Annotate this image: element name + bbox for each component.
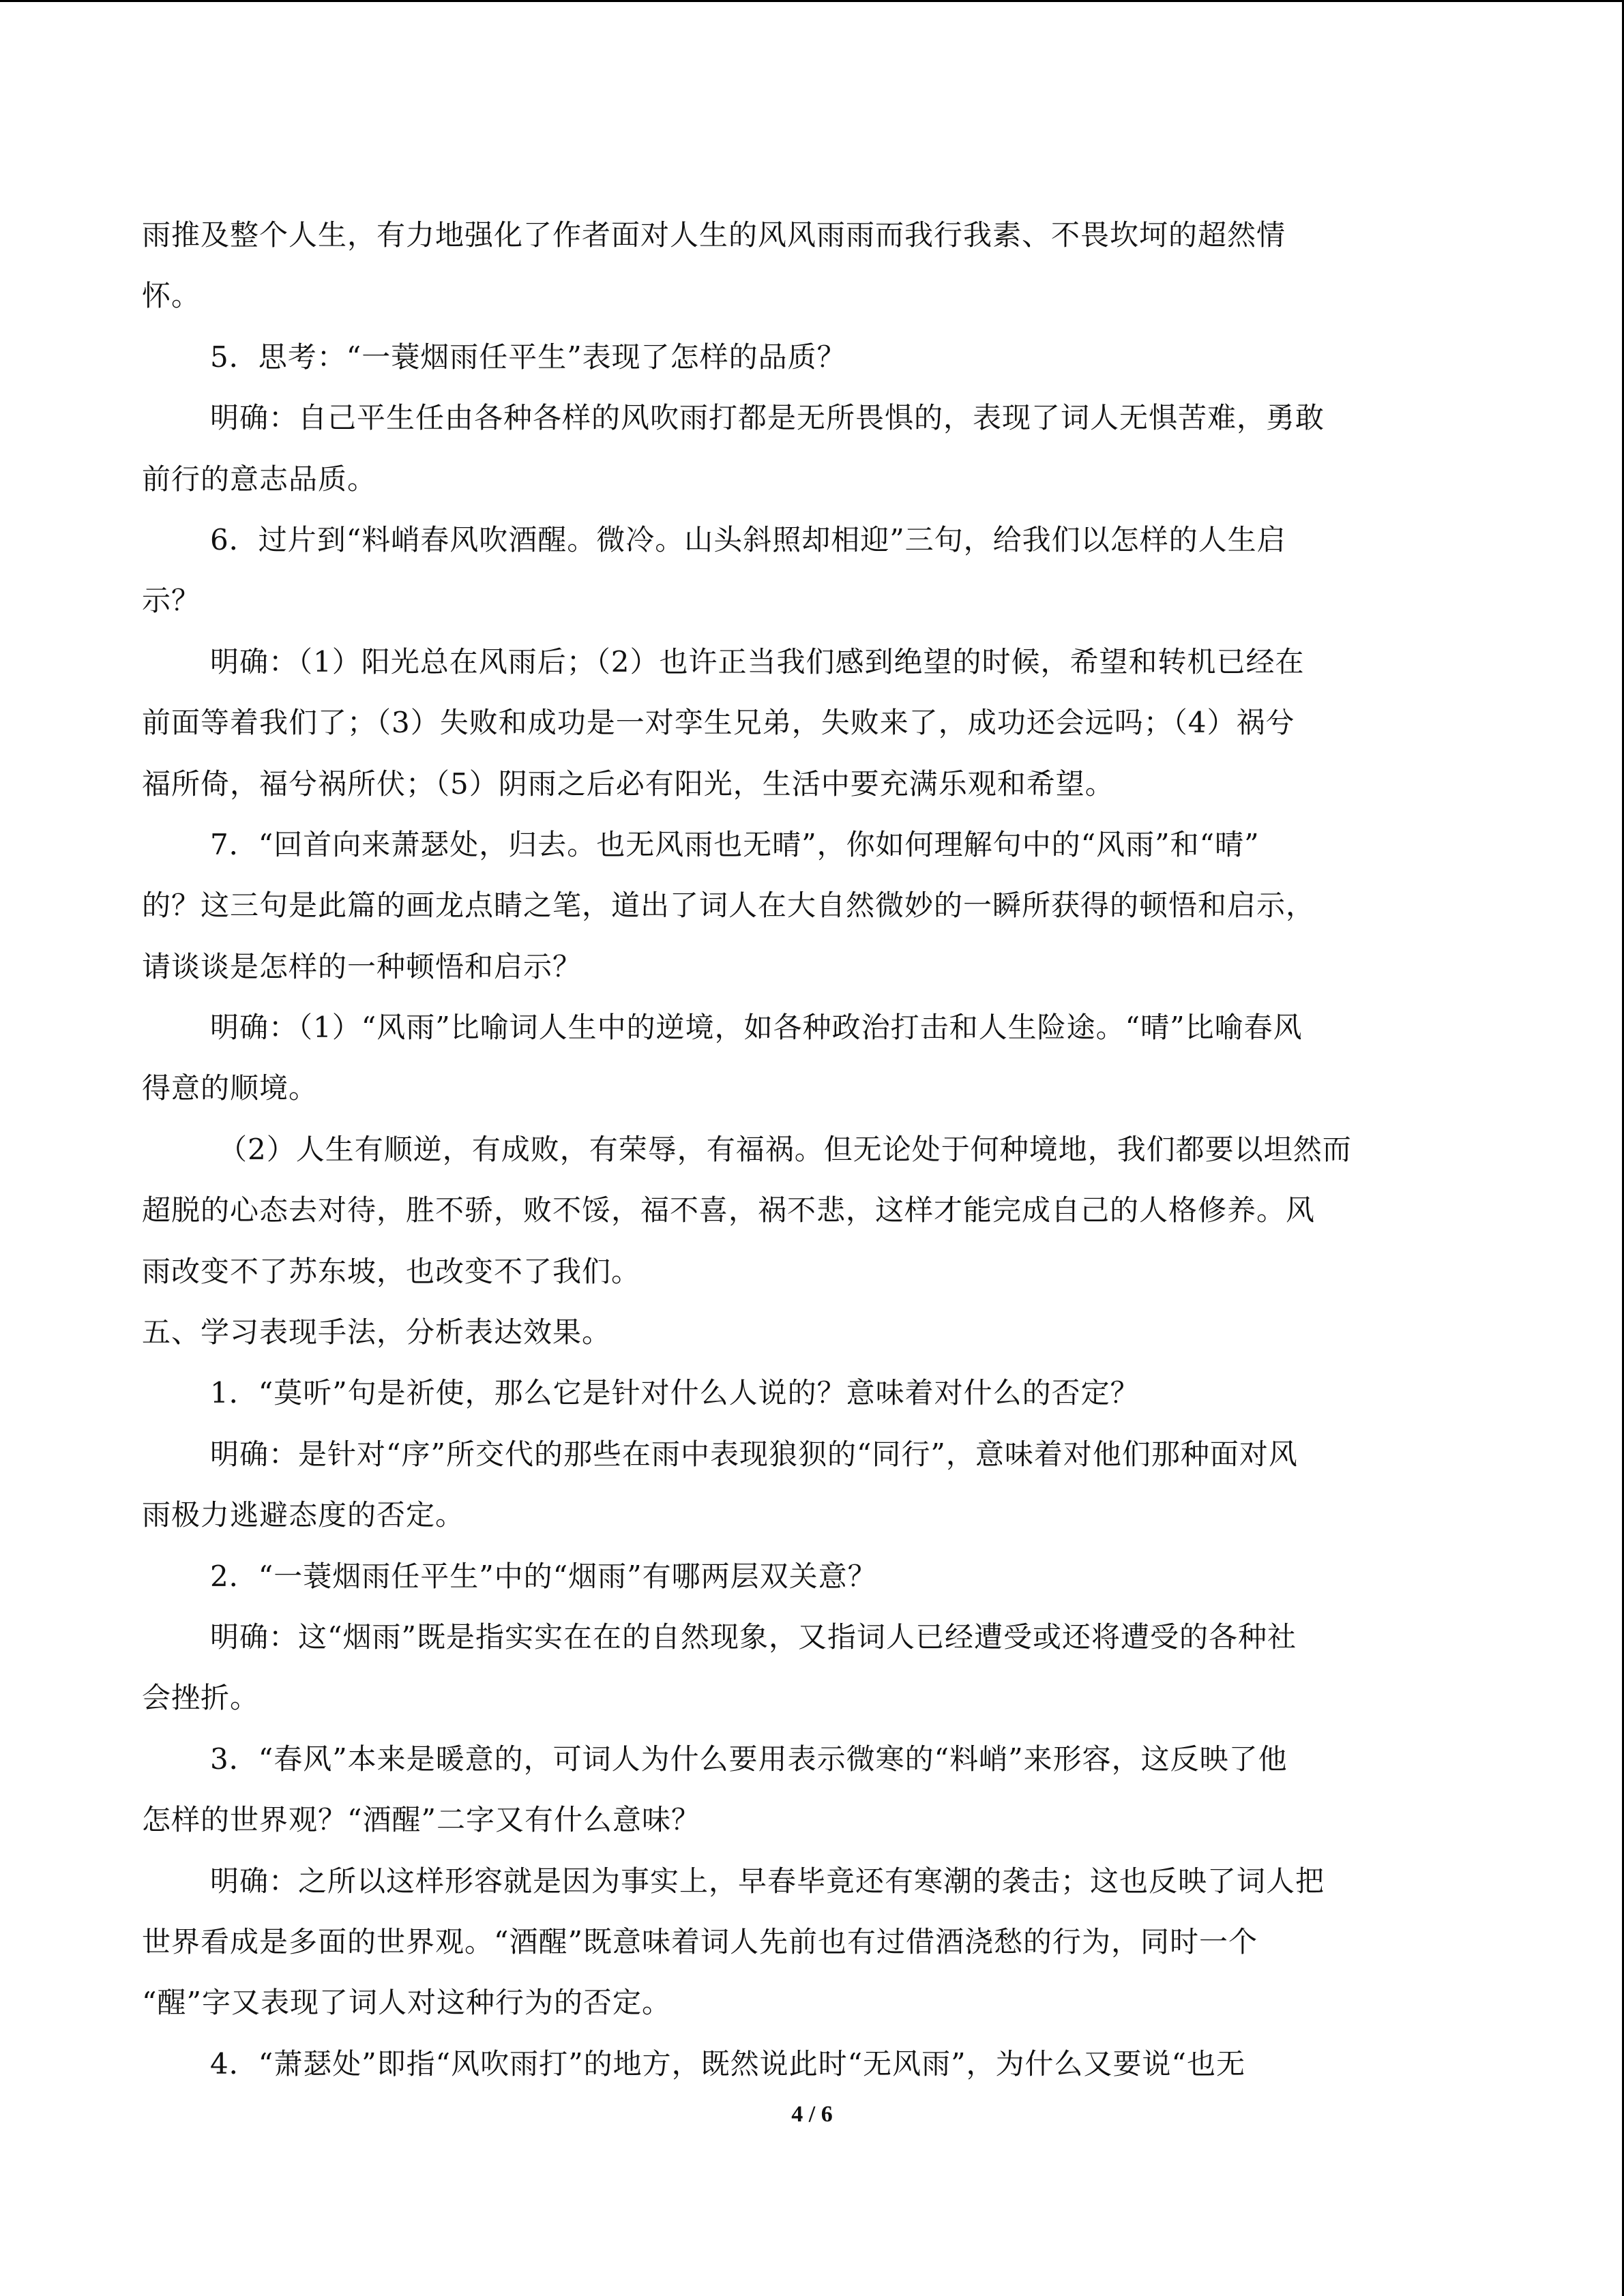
section-5-heading: 五、学习表现手法，分析表达效果。 — [142, 1315, 612, 1350]
answer-7-part2-line-2: 超脱的心态去对待，胜不骄，败不馁，福不喜，祸不悲，这样才能完成自己的人格修养。风 — [142, 1193, 1316, 1227]
answer-6-line-1: 明确：（1）阳光总在风雨后；（2）也许正当我们感到绝望的时候，希望和转机已经在 — [210, 644, 1305, 679]
answer-5-line-1: 明确：自己平生任由各种各样的风吹雨打都是无所畏惧的，表现了词人无惧苦难，勇敢 — [210, 401, 1325, 435]
section-5-answer-2-line-1: 明确：这“烟雨”既是指实实在在的自然现象，又指词人已经遭受或还将遭受的各种社 — [210, 1620, 1297, 1654]
answer-7-part2-line-3: 雨改变不了苏东坡，也改变不了我们。 — [142, 1254, 641, 1288]
question-5: 5．思考：“一蓑烟雨任平生”表现了怎样的品质？ — [210, 340, 846, 374]
section-5-question-2: 2．“一蓑烟雨任平生”中的“烟雨”有哪两层双关意？ — [210, 1559, 877, 1593]
question-6-line-1: 6．过片到“料峭春风吹酒醒。微冷。山头斜照却相迎”三句，给我们以怎样的人生启 — [210, 522, 1286, 556]
section-5-answer-3-line-2: 世界看成是多面的世界观。“酒醒”既意味着词人先前也有过借酒浇愁的行为，同时一个 — [142, 1924, 1258, 1958]
question-7-line-2: 的？这三句是此篇的画龙点睛之笔，道出了词人在大自然微妙的一瞬所获得的顿悟和启示， — [142, 889, 1316, 923]
section-5-answer-2-line-2: 会挫折。 — [142, 1681, 260, 1715]
text-line-2: 怀。 — [142, 279, 201, 313]
answer-6-line-2: 前面等着我们了；（3）失败和成功是一对孪生兄弟，失败来了，成功还会远吗；（4）祸兮 — [142, 706, 1295, 740]
question-7-line-1: 7．“回首向来萧瑟处，归去。也无风雨也无晴”，你如何理解句中的“风雨”和“晴” — [210, 827, 1260, 861]
question-7-line-3: 请谈谈是怎样的一种顿悟和启示？ — [142, 949, 582, 983]
section-5-question-4: 4．“萧瑟处”即指“风吹雨打”的地方，既然说此时“无风雨”，为什么又要说“也无 — [210, 2046, 1246, 2081]
document-body — [142, 205, 1489, 2094]
section-5-question-1: 1．“莫听”句是祈使，那么它是针对什么人说的？意味着对什么的否定？ — [210, 1376, 1140, 1410]
section-5-answer-3-line-3: “醒”字又表现了词人对这种行为的否定。 — [142, 1986, 671, 2020]
page-border-top — [0, 0, 1624, 2]
section-5-question-3-line-1: 3．“春风”本来是暖意的，可词人为什么要用表示微寒的“料峭”来形容，这反映了他 — [210, 1742, 1288, 1776]
answer-7-line-2: 得意的顺境。 — [142, 1071, 319, 1105]
text-line-1: 雨推及整个人生，有力地强化了作者面对人生的风风雨雨而我行我素、不畏坎坷的超然情 — [142, 218, 1286, 252]
answer-5-line-2: 前行的意志品质。 — [142, 462, 377, 496]
question-6-line-2: 示？ — [142, 584, 201, 618]
answer-7-line-1: 明确：（1）“风雨”比喻词人生中的逆境，如各种政治打击和人生险途。“晴”比喻春风 — [210, 1011, 1303, 1045]
answer-6-line-3: 福所倚，福兮祸所伏；（5）阴雨之后必有阳光，生活中要充满乐观和希望。 — [142, 766, 1114, 801]
section-5-answer-1-line-2: 雨极力逃避态度的否定。 — [142, 1498, 465, 1532]
page-number: 4 / 6 — [791, 2102, 833, 2127]
section-5-answer-1-line-1: 明确：是针对“序”所交代的那些在雨中表现狼狈的“同行”，意味着对他们那种面对风 — [210, 1437, 1298, 1471]
section-5-answer-3-line-1: 明确：之所以这样形容就是因为事实上，早春毕竟还有寒潮的袭击；这也反映了词人把 — [210, 1864, 1325, 1898]
answer-7-part2-line-1: （2）人生有顺逆，有成败，有荣辱，有福祸。但无论处于何种境地，我们都要以坦然而 — [218, 1132, 1352, 1166]
section-5-question-3-line-2: 怎样的世界观？“酒醒”二字又有什么意味？ — [142, 1803, 700, 1837]
